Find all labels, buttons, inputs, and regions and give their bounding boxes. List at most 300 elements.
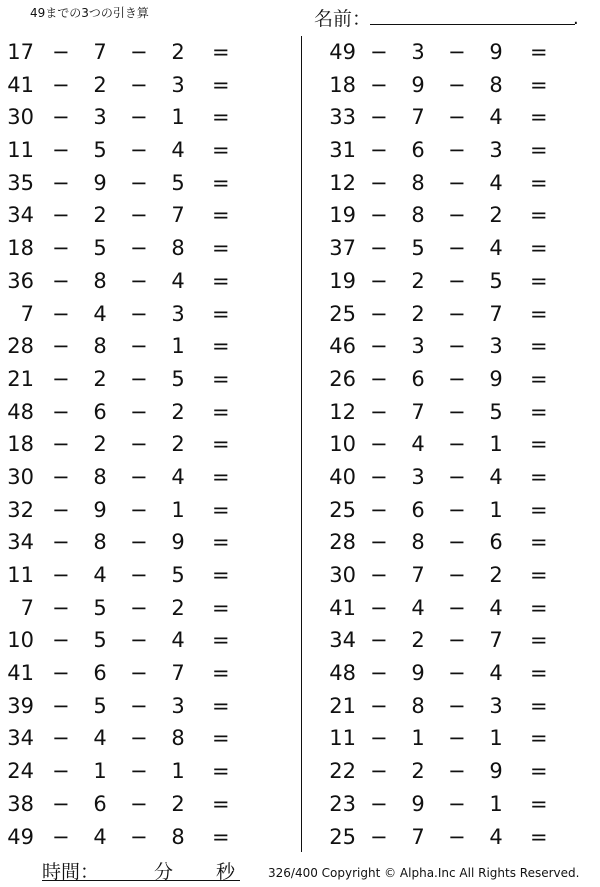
minus-sign: − (370, 791, 388, 816)
equals-sign: = (212, 138, 230, 163)
minus-sign: − (52, 530, 70, 555)
minuend: 38 (7, 791, 34, 816)
minus-sign: − (370, 563, 388, 587)
subtrahend-1: 9 (93, 497, 107, 522)
minus-sign: − (370, 203, 388, 228)
minus-sign: − (448, 497, 466, 522)
subtrahend-1: 8 (93, 530, 107, 555)
minuend: 48 (7, 399, 34, 424)
equals-sign: = (212, 399, 230, 424)
subtrahend-1: 7 (411, 563, 425, 587)
minuend: 41 (329, 595, 356, 620)
minus-sign: − (448, 203, 466, 228)
subtrahend-2: 2 (171, 791, 185, 816)
minus-sign: − (448, 759, 466, 784)
subtrahend-1: 6 (93, 791, 107, 816)
minus-sign: − (370, 432, 388, 457)
problem-row (318, 199, 578, 232)
subtrahend-1: 1 (411, 726, 425, 751)
equals-sign: = (212, 563, 230, 587)
problem-row (0, 592, 260, 625)
equals-sign: = (212, 693, 230, 718)
minus-sign: − (370, 72, 388, 97)
subtrahend-2: 4 (489, 170, 503, 195)
worksheet-title: 49までの3つの引き算 (30, 6, 149, 20)
subtrahend-1: 7 (93, 40, 107, 64)
minus-sign: − (130, 693, 148, 718)
minus-sign: − (130, 268, 148, 293)
problem-row (0, 494, 260, 527)
subtrahend-1: 2 (411, 759, 425, 784)
minuend: 32 (7, 497, 34, 522)
equals-sign: = (530, 726, 548, 751)
minus-sign: − (52, 693, 70, 718)
subtrahend-2: 4 (489, 236, 503, 261)
minus-sign: − (370, 366, 388, 391)
subtrahend-1: 2 (411, 628, 425, 653)
subtrahend-1: 4 (411, 595, 425, 620)
subtrahend-1: 5 (411, 236, 425, 261)
minus-sign: − (370, 595, 388, 620)
subtrahend-1: 7 (411, 105, 425, 130)
equals-sign: = (212, 203, 230, 228)
minus-sign: − (448, 661, 466, 686)
minuend: 18 (329, 72, 356, 97)
minuend: 34 (329, 628, 356, 653)
problem-row (0, 265, 260, 298)
minus-sign: − (52, 236, 70, 261)
minus-sign: − (448, 563, 466, 587)
minuend: 21 (7, 366, 34, 391)
subtrahend-2: 3 (489, 334, 503, 359)
subtrahend-1: 8 (93, 464, 107, 489)
minus-sign: − (370, 661, 388, 686)
subtrahend-1: 2 (93, 72, 107, 97)
subtrahend-2: 7 (171, 203, 185, 228)
minuend: 10 (7, 628, 34, 653)
equals-sign: = (212, 301, 230, 326)
minus-sign: − (52, 399, 70, 424)
minuend: 25 (329, 497, 356, 522)
minuend: 49 (7, 824, 34, 849)
minuend: 18 (7, 236, 34, 261)
subtrahend-1: 7 (411, 399, 425, 424)
subtrahend-2: 5 (171, 170, 185, 195)
minuend: 25 (329, 301, 356, 326)
subtrahend-1: 2 (93, 366, 107, 391)
minus-sign: − (370, 334, 388, 359)
name-line[interactable] (370, 24, 575, 25)
subtrahend-1: 4 (93, 726, 107, 751)
subtrahend-2: 9 (489, 40, 503, 64)
minuend: 37 (329, 236, 356, 261)
subtrahend-2: 2 (171, 595, 185, 620)
subtrahend-2: 2 (171, 399, 185, 424)
equals-sign: = (530, 399, 548, 424)
subtrahend-2: 6 (489, 530, 503, 555)
problem-row (318, 298, 578, 331)
equals-sign: = (212, 824, 230, 849)
subtrahend-2: 5 (489, 268, 503, 293)
minuend: 10 (329, 432, 356, 457)
problem-row (0, 428, 260, 461)
problem-row (0, 788, 260, 821)
minuend: 11 (7, 563, 34, 587)
minus-sign: − (448, 530, 466, 555)
minus-sign: − (130, 138, 148, 163)
minus-sign: − (52, 791, 70, 816)
minus-sign: − (448, 726, 466, 751)
subtrahend-2: 2 (171, 40, 185, 64)
subtrahend-1: 5 (93, 595, 107, 620)
minus-sign: − (130, 530, 148, 555)
problem-row (318, 755, 578, 788)
minuend: 30 (329, 563, 356, 587)
minus-sign: − (370, 824, 388, 849)
minuend: 19 (329, 268, 356, 293)
equals-sign: = (212, 236, 230, 261)
subtrahend-1: 5 (93, 138, 107, 163)
minuend: 39 (7, 693, 34, 718)
name-label: 名前： (314, 8, 372, 30)
minus-sign: − (370, 628, 388, 653)
subtrahend-2: 5 (489, 399, 503, 424)
problem-row (0, 690, 260, 723)
minus-sign: − (448, 334, 466, 359)
problem-row (0, 298, 260, 331)
subtrahend-2: 7 (489, 301, 503, 326)
minus-sign: − (130, 628, 148, 653)
minus-sign: − (130, 170, 148, 195)
minuend: 19 (329, 203, 356, 228)
problem-row (0, 755, 260, 788)
minus-sign: − (448, 791, 466, 816)
subtrahend-1: 2 (411, 268, 425, 293)
equals-sign: = (530, 105, 548, 130)
minuend: 28 (7, 334, 34, 359)
subtrahend-1: 4 (93, 563, 107, 587)
minus-sign: − (370, 464, 388, 489)
minus-sign: − (448, 399, 466, 424)
equals-sign: = (530, 497, 548, 522)
subtrahend-2: 3 (171, 72, 185, 97)
problem-row (318, 592, 578, 625)
subtrahend-2: 7 (489, 628, 503, 653)
problem-row (0, 461, 260, 494)
subtrahend-1: 5 (93, 628, 107, 653)
minuend: 7 (20, 595, 34, 620)
minus-sign: − (370, 268, 388, 293)
problem-row (0, 722, 260, 755)
problem-row (318, 69, 578, 102)
equals-sign: = (530, 791, 548, 816)
minus-sign: − (52, 661, 70, 686)
subtrahend-1: 2 (411, 301, 425, 326)
problem-row (318, 788, 578, 821)
minus-sign: − (448, 72, 466, 97)
subtrahend-1: 6 (411, 497, 425, 522)
minus-sign: − (130, 203, 148, 228)
minus-sign: − (130, 497, 148, 522)
seconds-label: 秒 (216, 861, 236, 883)
minuend: 31 (329, 138, 356, 163)
minuend: 11 (7, 138, 34, 163)
subtrahend-1: 3 (411, 40, 425, 64)
problem-row (318, 657, 578, 690)
equals-sign: = (530, 366, 548, 391)
minus-sign: − (370, 105, 388, 130)
subtrahend-1: 6 (411, 138, 425, 163)
minuend: 34 (7, 530, 34, 555)
problem-row (0, 559, 260, 592)
subtrahend-2: 1 (489, 726, 503, 751)
equals-sign: = (530, 268, 548, 293)
subtrahend-1: 9 (93, 170, 107, 195)
subtrahend-1: 3 (93, 105, 107, 130)
subtrahend-2: 8 (171, 726, 185, 751)
problem-row (0, 101, 260, 134)
minuend: 30 (7, 105, 34, 130)
subtrahend-1: 5 (93, 236, 107, 261)
subtrahend-1: 8 (411, 203, 425, 228)
minuend: 36 (7, 268, 34, 293)
problem-row (318, 559, 578, 592)
minus-sign: − (370, 726, 388, 751)
problem-row (318, 428, 578, 461)
problem-row (0, 199, 260, 232)
equals-sign: = (212, 72, 230, 97)
subtrahend-1: 2 (93, 432, 107, 457)
problem-row (318, 101, 578, 134)
subtrahend-1: 9 (411, 791, 425, 816)
minus-sign: − (52, 72, 70, 97)
problem-row (0, 330, 260, 363)
equals-sign: = (530, 203, 548, 228)
minus-sign: − (52, 170, 70, 195)
minus-sign: − (370, 399, 388, 424)
equals-sign: = (530, 301, 548, 326)
equals-sign: = (212, 268, 230, 293)
subtrahend-2: 4 (489, 595, 503, 620)
equals-sign: = (530, 628, 548, 653)
equals-sign: = (212, 105, 230, 130)
problem-column-right (318, 36, 578, 853)
subtrahend-2: 3 (489, 693, 503, 718)
minuend: 40 (329, 464, 356, 489)
equals-sign: = (530, 563, 548, 587)
equals-sign: = (530, 530, 548, 555)
minus-sign: − (52, 824, 70, 849)
subtrahend-2: 4 (171, 138, 185, 163)
minuend: 41 (7, 72, 34, 97)
subtrahend-2: 4 (171, 464, 185, 489)
minuend: 46 (329, 334, 356, 359)
equals-sign: = (530, 334, 548, 359)
equals-sign: = (530, 824, 548, 849)
minus-sign: − (448, 268, 466, 293)
subtrahend-2: 1 (171, 105, 185, 130)
minus-sign: − (370, 530, 388, 555)
subtrahend-1: 9 (411, 661, 425, 686)
subtrahend-1: 6 (93, 399, 107, 424)
minuend: 35 (7, 170, 34, 195)
minuend: 30 (7, 464, 34, 489)
equals-sign: = (212, 791, 230, 816)
equals-sign: = (212, 334, 230, 359)
minus-sign: − (52, 628, 70, 653)
problem-row (318, 526, 578, 559)
minus-sign: − (448, 366, 466, 391)
problem-row (318, 461, 578, 494)
subtrahend-2: 4 (171, 628, 185, 653)
name-dot: . (573, 8, 579, 29)
subtrahend-1: 6 (411, 366, 425, 391)
problem-row (318, 167, 578, 200)
minus-sign: − (370, 693, 388, 718)
equals-sign: = (530, 595, 548, 620)
minuend: 12 (329, 170, 356, 195)
minus-sign: − (52, 497, 70, 522)
problem-row (0, 232, 260, 265)
minus-sign: − (448, 236, 466, 261)
equals-sign: = (212, 432, 230, 457)
minuend: 34 (7, 726, 34, 751)
equals-sign: = (530, 661, 548, 686)
minus-sign: − (52, 334, 70, 359)
subtrahend-1: 4 (93, 824, 107, 849)
problem-row (0, 69, 260, 102)
subtrahend-2: 5 (171, 366, 185, 391)
equals-sign: = (212, 595, 230, 620)
minuend: 11 (329, 726, 356, 751)
minus-sign: − (130, 301, 148, 326)
problem-row (0, 821, 260, 854)
minuend: 26 (329, 366, 356, 391)
problem-row (318, 396, 578, 429)
minus-sign: − (370, 497, 388, 522)
subtrahend-2: 2 (489, 563, 503, 587)
minuend: 41 (7, 661, 34, 686)
minus-sign: − (130, 563, 148, 587)
subtrahend-1: 8 (411, 530, 425, 555)
subtrahend-2: 3 (171, 693, 185, 718)
minus-sign: − (130, 432, 148, 457)
equals-sign: = (212, 661, 230, 686)
minus-sign: − (448, 432, 466, 457)
problem-row (318, 36, 578, 69)
minus-sign: − (370, 138, 388, 163)
subtrahend-2: 5 (171, 563, 185, 587)
minuend: 22 (329, 759, 356, 784)
minus-sign: − (448, 138, 466, 163)
subtrahend-1: 3 (411, 464, 425, 489)
subtrahend-2: 2 (171, 432, 185, 457)
problem-row (0, 134, 260, 167)
minus-sign: − (448, 301, 466, 326)
minus-sign: − (52, 268, 70, 293)
subtrahend-1: 8 (93, 268, 107, 293)
problem-row (318, 232, 578, 265)
equals-sign: = (530, 464, 548, 489)
minus-sign: − (52, 759, 70, 784)
problem-row (318, 722, 578, 755)
column-divider (301, 36, 302, 852)
problem-row (318, 330, 578, 363)
subtrahend-2: 1 (171, 759, 185, 784)
subtrahend-2: 2 (489, 203, 503, 228)
minus-sign: − (52, 301, 70, 326)
minus-sign: − (52, 105, 70, 130)
minus-sign: − (448, 105, 466, 130)
minus-sign: − (130, 399, 148, 424)
subtrahend-2: 4 (489, 661, 503, 686)
equals-sign: = (530, 693, 548, 718)
minuend: 24 (7, 759, 34, 784)
minus-sign: − (448, 628, 466, 653)
problem-row (0, 363, 260, 396)
equals-sign: = (212, 759, 230, 784)
minus-sign: − (130, 661, 148, 686)
problem-row (0, 36, 260, 69)
equals-sign: = (530, 138, 548, 163)
equals-sign: = (212, 40, 230, 64)
time-line (42, 880, 240, 881)
subtrahend-1: 3 (411, 334, 425, 359)
minus-sign: − (370, 170, 388, 195)
minus-sign: − (130, 105, 148, 130)
minuend: 21 (329, 693, 356, 718)
equals-sign: = (530, 40, 548, 64)
minus-sign: − (130, 824, 148, 849)
equals-sign: = (212, 170, 230, 195)
problem-row (0, 167, 260, 200)
minus-sign: − (130, 366, 148, 391)
subtrahend-2: 4 (489, 464, 503, 489)
minus-sign: − (52, 595, 70, 620)
problem-row (318, 134, 578, 167)
subtrahend-1: 8 (93, 334, 107, 359)
minus-sign: − (370, 301, 388, 326)
subtrahend-2: 4 (489, 824, 503, 849)
minuend: 23 (329, 791, 356, 816)
equals-sign: = (530, 432, 548, 457)
minus-sign: − (448, 693, 466, 718)
subtrahend-2: 9 (171, 530, 185, 555)
minuend: 12 (329, 399, 356, 424)
problem-row (318, 494, 578, 527)
minuend: 49 (329, 40, 356, 64)
minus-sign: − (52, 726, 70, 751)
minus-sign: − (130, 595, 148, 620)
minuend: 18 (7, 432, 34, 457)
minus-sign: − (130, 334, 148, 359)
minutes-label: 分 (154, 861, 174, 883)
minus-sign: − (370, 40, 388, 64)
subtrahend-2: 8 (171, 236, 185, 261)
minus-sign: − (52, 432, 70, 457)
minus-sign: − (52, 203, 70, 228)
minuend: 7 (20, 301, 34, 326)
minus-sign: − (52, 563, 70, 587)
equals-sign: = (530, 72, 548, 97)
equals-sign: = (212, 530, 230, 555)
subtrahend-2: 7 (171, 661, 185, 686)
minus-sign: − (52, 464, 70, 489)
subtrahend-2: 1 (489, 791, 503, 816)
minus-sign: − (448, 40, 466, 64)
minus-sign: − (130, 791, 148, 816)
equals-sign: = (212, 464, 230, 489)
